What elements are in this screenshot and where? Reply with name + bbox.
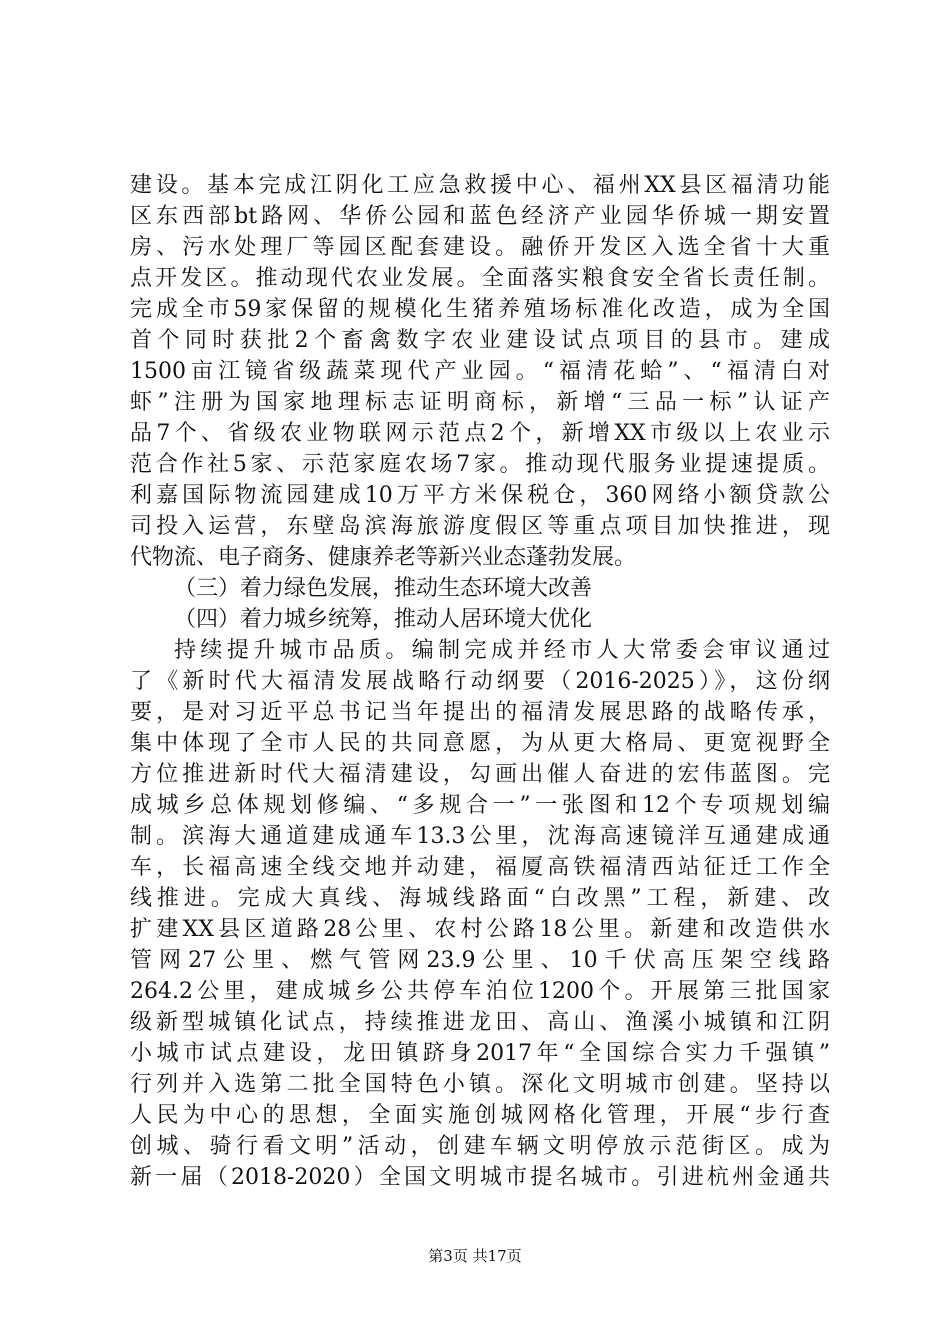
text-line: 品7个、省级农业物联网示范点2个，新增XX市级以上农业示: [130, 421, 830, 446]
text-line: 行列并入选第二批全国特色小镇。深化文明城市创建。坚持以: [130, 1072, 830, 1097]
document-body: [130, 170, 830, 1193]
text-line: 成城乡总体规划修编、“多规合一”一张图和12个专项规划编: [130, 793, 830, 818]
text-line: 范合作社5家、示范家庭农场7家。推动现代服务业提速提质。: [130, 452, 830, 477]
text-line: 264.2公里，建成城乡公共停车泊位1200个。开展第三批国家: [130, 979, 830, 1004]
text-line: 虾”注册为国家地理标志证明商标，新增“三品一标”认证产: [130, 390, 830, 415]
text-line: 了《新时代大福清发展战略行动纲要（2016-2025）》，这份纲: [130, 669, 830, 694]
text-line: 管网27公里、燃气管网23.9公里、10千伏高压架空线路: [130, 948, 830, 973]
text-line: 人民为中心的思想，全面实施创城网格化管理，开展“步行查: [130, 1103, 830, 1128]
text-line: 方位推进新时代大福清建设，勾画出催人奋进的宏伟蓝图。完: [130, 762, 830, 787]
text-line: 完成全市59家保留的规模化生猪养殖场标准化改造，成为全国: [130, 297, 830, 322]
text-line: 线推进。完成大真线、海城线路面“白改黑”工程，新建、改: [130, 886, 830, 911]
text-line: 扩建XX县区道路28公里、农村公路18公里。新建和改造供水: [130, 917, 830, 942]
text-line: 新一届（2018-2020）全国文明城市提名城市。引进杭州金通共: [130, 1165, 830, 1190]
text-line: 首个同时获批2个畜禽数字农业建设试点项目的县市。建成: [130, 328, 830, 353]
text-line: 要，是对习近平总书记当年提出的福清发展思路的战略传承，: [130, 700, 830, 725]
text-line: 级新型城镇化试点，持续推进龙田、高山、渔溪小城镇和江阴: [130, 1010, 830, 1035]
text-line: 房、污水处理厂等园区配套建设。融侨开发区入选全省十大重: [130, 235, 830, 260]
text-line: 1500亩江镜省级蔬菜现代产业园。“福清花蛤”、“福清白对: [130, 359, 830, 384]
text-line: 建设。基本完成江阴化工应急救援中心、福州XX县区福清功能: [130, 173, 830, 198]
text-line: 司投入运营，东壁岛滨海旅游度假区等重点项目加快推进，现: [130, 514, 830, 539]
text-line: 制。滨海大通道建成通车13.3公里，沈海高速镜洋互通建成通: [130, 824, 830, 849]
text-line: 区东西部bt路网、华侨公园和蓝色经济产业园华侨城一期安置: [130, 204, 830, 229]
text-line: 小城市试点建设，龙田镇跻身2017年“全国综合实力千强镇”: [130, 1041, 830, 1066]
text-line: 集中体现了全市人民的共同意愿，为从更大格局、更宽视野全: [130, 731, 830, 756]
text-line: 代物流、电子商务、健康养老等新兴业态蓬勃发展。: [130, 545, 637, 570]
paragraph-first-line: 持续提升城市品质。编制完成并经市人大常委会审议通过: [174, 638, 830, 663]
text-line: 利嘉国际物流园建成10万平方米保税仓，360网络小额贷款公: [130, 483, 830, 508]
text-line: 车，长福高速全线交地并动建，福厦高铁福清西站征迁工作全: [130, 855, 830, 880]
section-heading: （三）着力绿色发展，推动生态环境大改善: [174, 576, 593, 601]
page-number-footer: 第3页 共17页: [428, 1247, 522, 1265]
text-line: 创城、骑行看文明”活动，创建车辆文明停放示范街区。成为: [130, 1134, 830, 1159]
section-heading: （四）着力城乡统筹，推动人居环境大优化: [174, 607, 593, 632]
text-line: 点开发区。推动现代农业发展。全面落实粮食安全省长责任制。: [130, 266, 830, 291]
